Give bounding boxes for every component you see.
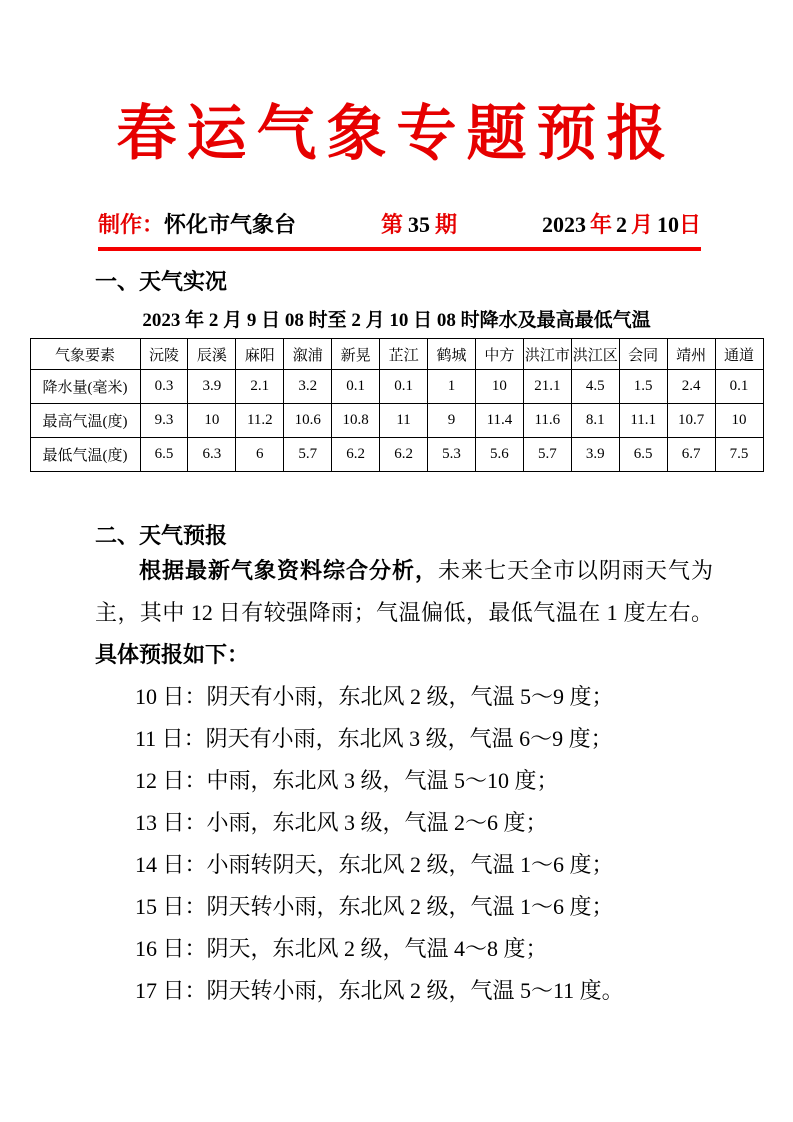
value-cell: 11.1 — [619, 404, 667, 438]
month-unit: 月 — [630, 212, 653, 237]
date-day: 10 — [656, 212, 679, 237]
table-station-header: 辰溪 — [188, 339, 236, 370]
forecast-line: 15 日：阴天转小雨，东北风 2 级，气温 1～6 度； — [135, 894, 614, 919]
table-station-header: 洪江区 — [571, 339, 619, 370]
value-cell: 10 — [188, 404, 236, 438]
value-cell: 11.4 — [475, 404, 523, 438]
observation-table-title: 2023 年 2 月 9 日 08 时至 2 月 10 日 08 时降水及最高最低气温 — [142, 310, 651, 331]
value-cell: 2.1 — [236, 370, 284, 404]
produced-by-label: 制作： — [98, 212, 165, 237]
masthead — [98, 208, 701, 251]
value-cell: 3.9 — [188, 370, 236, 404]
forecast-line: 14 日：小雨转阴天，东北风 2 级，气温 1～6 度； — [135, 852, 614, 877]
value-cell: 8.1 — [571, 404, 619, 438]
value-cell: 3.9 — [571, 438, 619, 472]
value-cell: 5.6 — [475, 438, 523, 472]
table-station-header: 麻阳 — [236, 339, 284, 370]
value-cell: 6.7 — [667, 438, 715, 472]
value-cell: 4.5 — [571, 370, 619, 404]
row-label-cell: 最高气温(度) — [30, 404, 140, 438]
value-cell: 3.2 — [284, 370, 332, 404]
table-station-header: 溆浦 — [284, 339, 332, 370]
forecast-line: 17 日：阴天转小雨，东北风 2 级，气温 5～11 度。 — [135, 978, 624, 1003]
value-cell: 6.2 — [380, 438, 428, 472]
value-cell: 10.8 — [332, 404, 380, 438]
date-month: 2 — [615, 212, 627, 237]
year-unit: 年 — [589, 212, 612, 237]
row-label-cell: 最低气温(度) — [30, 438, 140, 472]
table-header-row — [30, 339, 763, 370]
issue-suffix: 期 — [434, 212, 457, 237]
day-unit: 日 — [678, 212, 701, 237]
summary-body: 未来七天全市以阴雨天气为主，其中 12 日有较强降雨；气温偏低，最低气温在 1 度左右。 — [95, 558, 713, 625]
value-cell: 0.3 — [140, 370, 188, 404]
table-row — [30, 370, 763, 404]
document-title: 春运气象专题预报 — [116, 101, 677, 167]
summary-lead: 根据最新气象资料综合分析， — [139, 558, 438, 583]
forecast-line: 10 日：阴天有小雨，东北风 2 级，气温 5～9 度； — [135, 684, 614, 709]
forecast-line: 13 日：小雨，东北风 3 级，气温 2～6 度； — [135, 810, 548, 835]
issue-number: 35 — [407, 212, 430, 237]
value-cell: 5.3 — [428, 438, 476, 472]
value-cell: 10.6 — [284, 404, 332, 438]
table-station-header: 鹤城 — [428, 339, 476, 370]
value-cell: 10 — [715, 404, 763, 438]
section1-heading: 一、天气实况 — [95, 269, 228, 294]
value-cell: 7.5 — [715, 438, 763, 472]
table-row — [30, 404, 763, 438]
value-cell: 1 — [428, 370, 476, 404]
table-station-header: 靖州 — [667, 339, 715, 370]
table-station-header: 通道 — [715, 339, 763, 370]
value-cell: 0.1 — [380, 370, 428, 404]
value-cell: 0.1 — [715, 370, 763, 404]
value-cell: 9 — [428, 404, 476, 438]
table-station-header: 中方 — [475, 339, 523, 370]
table-station-header: 新晃 — [332, 339, 380, 370]
issue-line — [381, 208, 457, 239]
issue-prefix: 第 — [380, 212, 403, 237]
producer-name: 怀化市气象台 — [164, 212, 297, 237]
table-corner-header: 气象要素 — [30, 339, 140, 370]
table-row — [30, 438, 763, 472]
value-cell: 5.7 — [284, 438, 332, 472]
value-cell: 10.7 — [667, 404, 715, 438]
value-cell: 6.3 — [188, 438, 236, 472]
value-cell: 11.2 — [236, 404, 284, 438]
table-station-header: 芷江 — [380, 339, 428, 370]
value-cell: 11 — [380, 404, 428, 438]
forecast-line: 12 日：中雨，东北风 3 级，气温 5～10 度； — [135, 768, 559, 793]
value-cell: 0.1 — [332, 370, 380, 404]
value-cell: 1.5 — [619, 370, 667, 404]
producer-line — [98, 208, 296, 239]
table-station-header: 沅陵 — [140, 339, 188, 370]
summary-tail: 具体预报如下： — [95, 642, 250, 667]
forecast-summary-paragraph — [95, 550, 713, 676]
value-cell: 6.5 — [619, 438, 667, 472]
value-cell: 5.7 — [523, 438, 571, 472]
value-cell: 6.5 — [140, 438, 188, 472]
forecast-line: 11 日：阴天有小雨，东北风 3 级，气温 6～9 度； — [135, 726, 613, 751]
section2-heading: 二、天气预报 — [95, 523, 228, 548]
date-year: 2023 — [541, 212, 586, 237]
table-station-header: 会同 — [619, 339, 667, 370]
value-cell: 6 — [236, 438, 284, 472]
daily-forecast-list — [0, 676, 793, 1012]
value-cell: 2.4 — [667, 370, 715, 404]
date-line — [542, 208, 701, 239]
observation-table — [30, 338, 764, 472]
value-cell: 9.3 — [140, 404, 188, 438]
value-cell: 21.1 — [523, 370, 571, 404]
forecast-line: 16 日：阴天，东北风 2 级，气温 4～8 度； — [135, 936, 548, 961]
value-cell: 6.2 — [332, 438, 380, 472]
value-cell: 11.6 — [523, 404, 571, 438]
table-station-header: 洪江市 — [523, 339, 571, 370]
row-label-cell: 降水量(毫米) — [30, 370, 140, 404]
value-cell: 10 — [475, 370, 523, 404]
